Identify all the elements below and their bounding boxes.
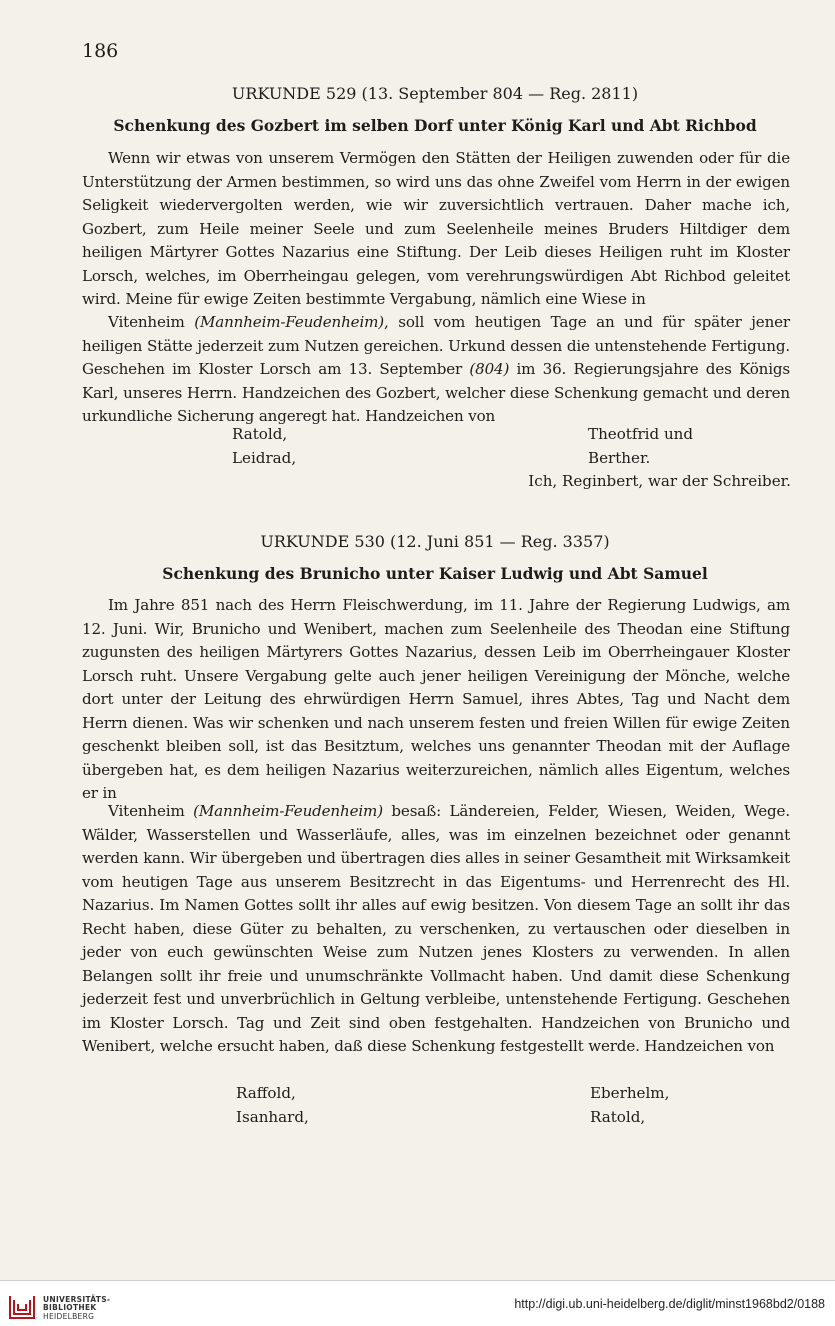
doc-529-paragraph-1: Wenn wir etwas von unserem Vermögen den Stätten der Heiligen zuwenden oder für die Unterstützung der Armen bestimmen, so wird uns das ohne Zweifel vom Herrn in der ewigen Seligkeit wiedervergolten werden, wie wir zuversichtlich vertrauen. Daher mache ich, Gozbert, zum Heile meiner Seele und zum Seelenheile meines Bruders Hiltdiger dem heiligen Märtyrer Gottes Nazarius eine Stiftung. Der Leib dieses Heiligen ruht im Kloster Lorsch, welches, im Oberrheingau gelegen, vom verehrungswürdigen Abt Richbod geleitet wird. Meine für ewige Zeiten bestimmte Vergabung, nämlich eine Wiese in bbox=[82, 149, 790, 308]
witness-name: Eberhelm, bbox=[590, 1084, 670, 1102]
paragraph-text: , soll vom heutigen Tage an und für später jener heiligen Stätte jederzeit zum Nutzen gereichen. Urkund dessen die untenstehende Fertigung. Geschehen im Kloster Lorsch am 13. September bbox=[82, 313, 790, 378]
witness-name: Isanhard, bbox=[236, 1108, 309, 1126]
place-name: Vitenheim bbox=[108, 313, 195, 331]
doc-529-paragraph-2 bbox=[82, 311, 790, 429]
witness-name: Ratold, bbox=[590, 1108, 646, 1126]
doc-529-subtitle: Schenkung des Gozbert im selben Dorf unter König Karl und Abt Richbod bbox=[113, 116, 757, 135]
logo-line: BIBLIOTHEK bbox=[43, 1303, 97, 1313]
year-annotation: (804) bbox=[469, 360, 510, 378]
witness-name: Theotfrid und bbox=[588, 425, 694, 443]
page-number: 186 bbox=[82, 40, 119, 62]
logo-line: UNIVERSITÄTS- bbox=[43, 1295, 111, 1304]
witness-name: Ratold, bbox=[232, 425, 288, 443]
paragraph-text: im 36. Regierungsjahre des Königs Karl, unseres Herrn. Handzeichen des Gozbert, welcher diese Schenkung gemacht und deren urkundliche Sicherung angeregt hat. Handzeichen von bbox=[82, 360, 790, 425]
place-modern-name: (Mannheim-Feudenheim) bbox=[193, 802, 383, 820]
doc-530-paragraph-2 bbox=[82, 800, 790, 1059]
place-modern-name: (Mannheim-Feudenheim) bbox=[194, 313, 385, 331]
doc-529-scribe-line: Ich, Reginbert, war der Schreiber. bbox=[528, 472, 791, 490]
witness-name: Berther. bbox=[588, 449, 651, 467]
paragraph-text: besaß: Ländereien, Felder, Wiesen, Weiden, Wege. Wälder, Wasserstellen und Wasserläufe, alles, was im einzelnen bezeichnet oder genannt werden kann. Wir übergeben und übertragen dies alles in seiner Gesamtheit mit Wirksamkeit vom heutigen Tage aus unserem Besitzrecht in das Eigentums- und Herrenrecht des Hl. Nazarius. Im Namen Gottes sollt ihr alles auf ewig besitzen. Von diesem Tage an sollt ihr das Recht haben, diese Güter zu behalten, zu verschenken, zu vertauschen oder dieselben in jeder von euch gewünschten Weise zum Nutzen jenes Klosters zu verwenden. In allen Belangen sollt ihr freie und unumschränkte Vollmacht haben. Und damit diese Schenkung jederzeit fest und unverbrüchlich in Geltung verbleibe, untenstehende Fertigung. Geschehen im Kloster Lorsch. Tag und Zeit sind oben festgehalten. Handzeichen von Brunicho und Wenibert, welche ersucht haben, daß diese Schenkung festgestellt werde. Handzeichen von bbox=[82, 802, 790, 1055]
witness-name: Raffold, bbox=[236, 1084, 296, 1102]
permalink-url[interactable]: http://digi.ub.uni-heidelberg.de/diglit/minst1968bd2/0188 bbox=[514, 1297, 825, 1311]
ub-heidelberg-logo-icon[interactable] bbox=[8, 1292, 36, 1320]
witness-name: Leidrad, bbox=[232, 449, 297, 467]
library-logo-text bbox=[43, 1296, 110, 1321]
doc-530-title: URKUNDE 530 (12. Juni 851 — Reg. 3357) bbox=[260, 532, 610, 551]
logo-line: HEIDELBERG bbox=[43, 1311, 95, 1321]
doc-530-subtitle: Schenkung des Brunicho unter Kaiser Ludwig und Abt Samuel bbox=[162, 564, 708, 583]
place-name: Vitenheim bbox=[108, 802, 194, 820]
doc-530-paragraph-1: Im Jahre 851 nach des Herrn Fleischwerdung, im 11. Jahre der Regierung Ludwigs, am 12. Juni. Wir, Brunicho und Wenibert, machen zum Seelenheile des Theodan eine Stiftung zugunsten des heiligen Märtyrers Gottes Nazarius, dessen Leib im Oberrheingauer Kloster Lorsch ruht. Unsere Vergabung gelte auch jener heiligen Vereinigung der Mönche, welche dort unter der Leitung des ehrwürdigen Herrn Samuel, ihres Abtes, Tag und Nacht dem Herrn dienen. Was wir schenken und nach unserem festen und freien Willen für ewige Zeiten geschenkt bleiben soll, ist das Besitztum, welches uns genannter Theodan mit der Auflage übergeben hat, es dem heiligen Nazarius weiterzureichen, nämlich alles Eigentum, welches er in bbox=[82, 596, 790, 802]
footer-bar bbox=[0, 1280, 835, 1326]
doc-529-title: URKUNDE 529 (13. September 804 — Reg. 2811) bbox=[231, 84, 639, 103]
